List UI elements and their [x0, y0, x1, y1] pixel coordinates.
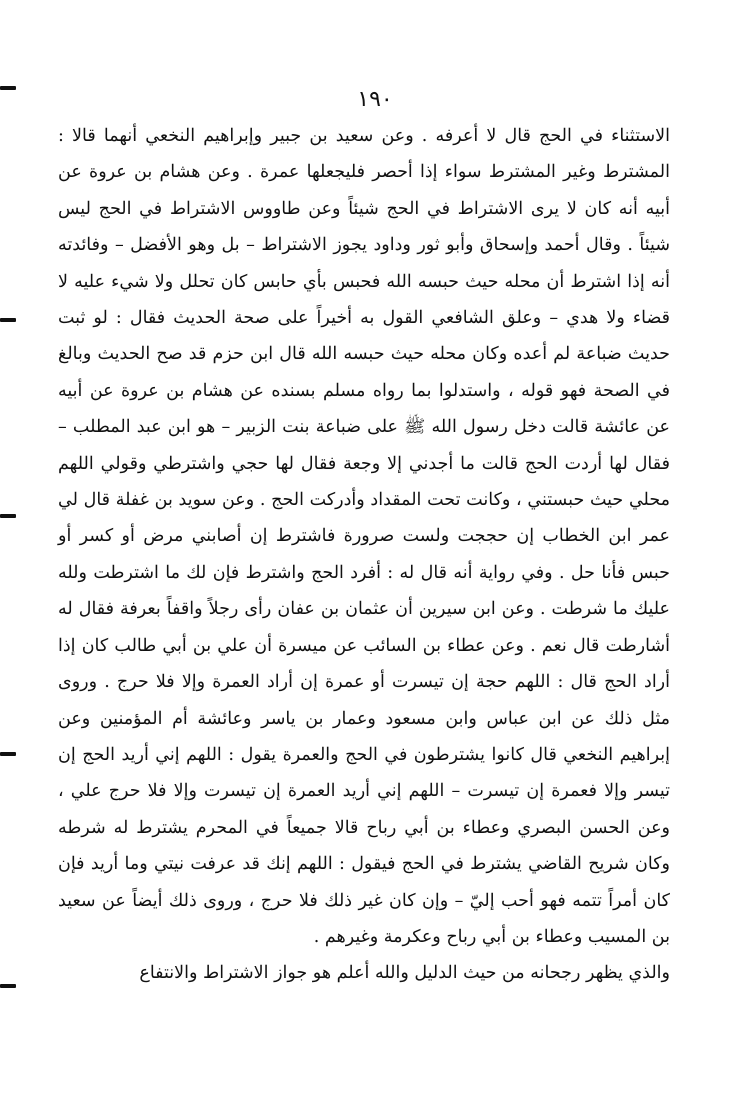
page-number: ١٩٠: [357, 87, 393, 112]
margin-mark: [0, 984, 16, 988]
margin-mark: [0, 514, 16, 518]
margin-mark: [0, 318, 16, 322]
paragraph-1: الاستثناء في الحج قال لا أعرفه . وعن سعيد بن جبير وإبراهيم النخعي أنهما قالا : المشترط وغير المشترط سواء إذا أحصر فليجعلها عمرة . وعن هشام بن عروة عن أبيه أنه كان لا يرى الاشتراط في الحج شيئاً وعن طاووس الاشتراط في الحج ليس شيئاً . وقال أحمد وإسحاق وأبو ثور وداود يجوز الاشتراط – بل وهو الأفضل – وفائدته أنه إذا اشترط أن محله حيث حبسه الله فحبس بأي حابس كان تحلل ولا شيء عليه لا قضاء ولا هدي – وعلق الشافعي القول به أخيراً على صحة الحديث فقال : لو ثبت حديث ضباعة لم أعده وكان محله حيث حبسه الله قال ابن حزم قد صح الحديث وبالغ في الصحة فهو قوله ، واستدلوا بما رواه مسلم بسنده عن هشام بن عروة عن أبيه عن عائشة قالت دخل رسول الله ﷺ على ضباعة بنت الزبير – هو ابن عبد المطلب – فقال لها أردت الحج قالت ما أجدني إلا وجعة فقال لها حجي واشترطي وقولي اللهم محلي حيث حبستني ، وكانت تحت المقداد وأدركت الحج . وعن سويد بن غفلة قال لي عمر ابن الخطاب إن حججت ولست صرورة فاشترط إن أصابني مرض أو كسر أو حبس فأنا حل . وفي رواية أنه قال له : أفرد الحج واشترط فإن لك ما اشترطت ولله عليك ما شرطت . وعن ابن سيرين أن عثمان بن عفان رأى رجلاً واقفاً بعرفة فقال له أشارطت قال نعم . وعن عطاء بن السائب عن ميسرة أن علي بن أبي طالب كان إذا أراد الحج قال : اللهم حجة إن تيسرت أو عمرة إن أراد العمرة وإلا فلا حرج . وروى مثل ذلك عن ابن عباس وابن مسعود وعمار بن ياسر وعائشة أم المؤمنين وعن إبراهيم النخعي قال كانوا يشترطون في الحج والعمرة يقول : اللهم إني أريد الحج إن تيسر وإلا فعمرة إن تيسرت – اللهم إني أريد العمرة إن تيسرت وإلا فلا حرج علي ، وعن الحسن البصري وعطاء بن أبي رباح قالا جميعاً في المحرم يشترط له شرطه وكان شريح القاضي يشترط في الحج فيقول : اللهم إنك قد عرفت نيتي وما أريد فإن كان أمراً تتمه فهو أحب إليّ – وإن كان غير ذلك فلا حرج ، وروى ذلك أيضاً عن سعيد بن المسيب وعطاء بن أبي رباح وعكرمة وغيرهم .: [58, 126, 670, 947]
margin-mark: [0, 752, 16, 756]
paragraph-2: والذي يظهر رجحانه من حيث الدليل والله أعلم هو جواز الاشتراط والانتفاع: [139, 963, 670, 984]
page-body: [58, 118, 670, 992]
